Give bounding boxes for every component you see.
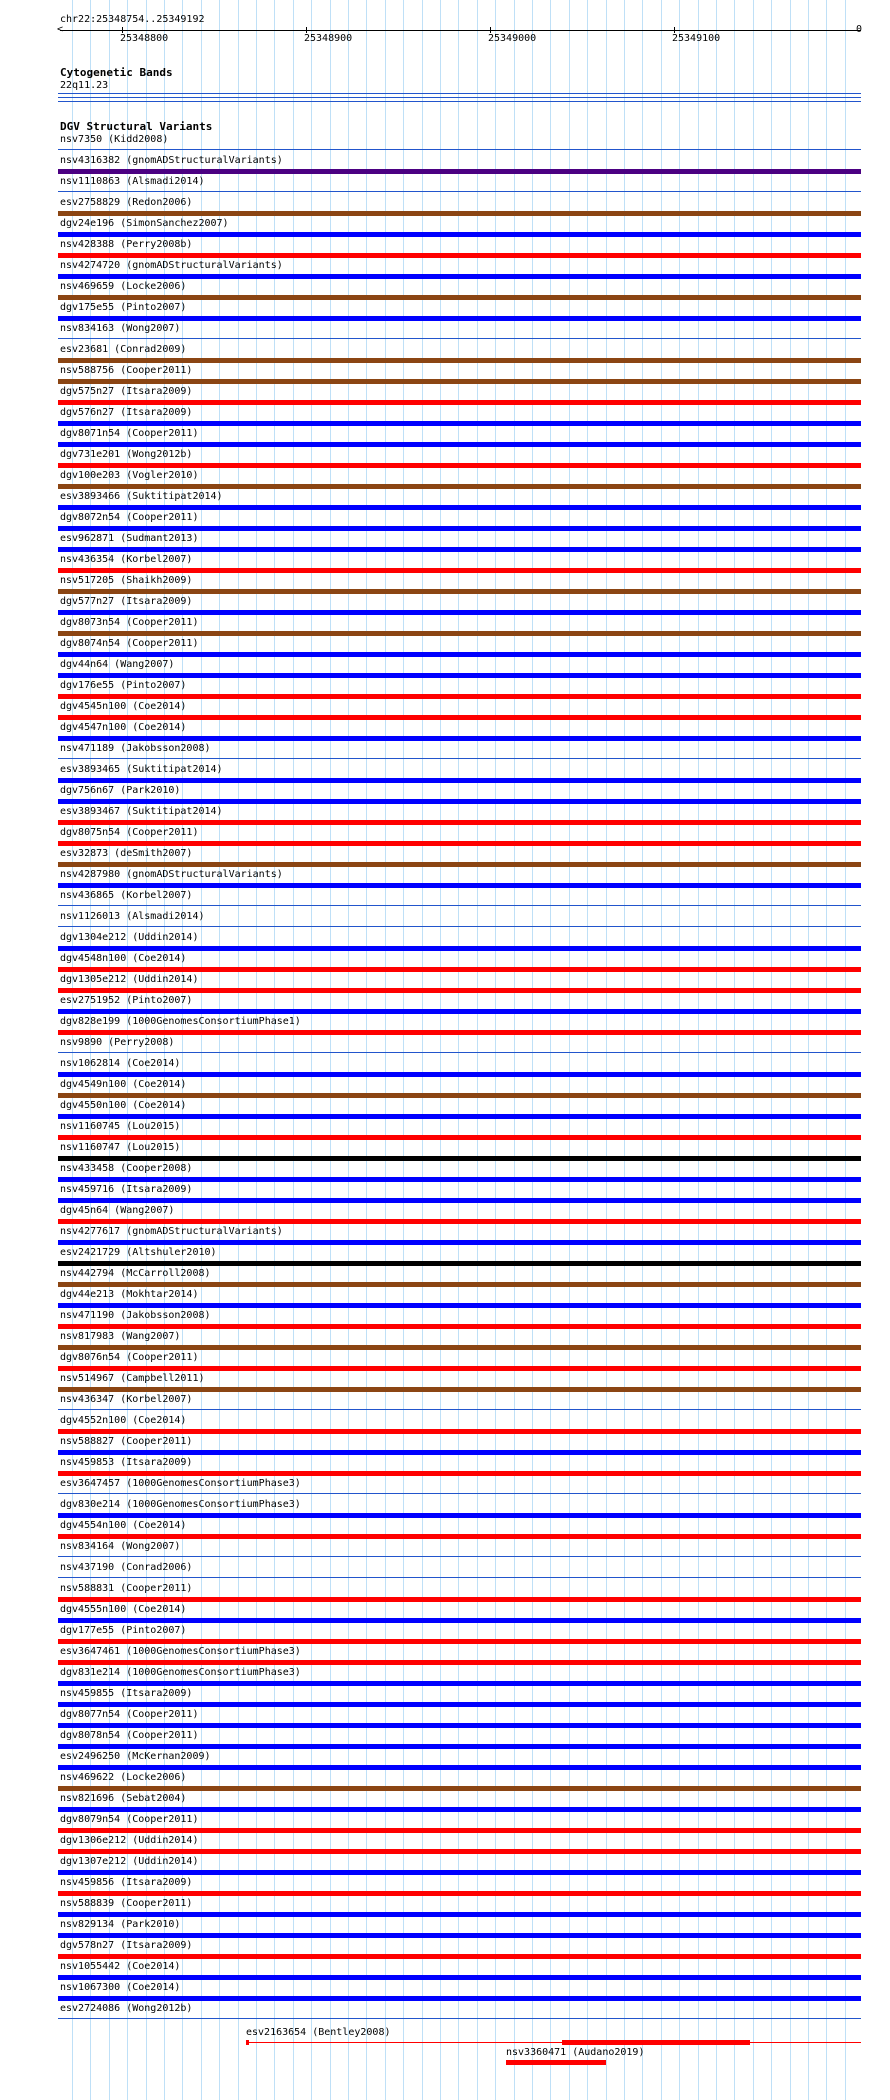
variant-row[interactable]: [0, 1730, 890, 1751]
variant-label[interactable]: dgv45n64 (Wang2007): [60, 1205, 175, 1216]
variant-row-line: [58, 926, 861, 927]
variant-bar-gain[interactable]: [58, 799, 861, 804]
variant-label[interactable]: nsv469622 (Locke2006): [60, 1772, 187, 1783]
variant-bar-gain[interactable]: [58, 1513, 861, 1518]
variant-bar-gain[interactable]: [58, 1009, 861, 1014]
variant-label[interactable]: dgv575n27 (Itsara2009): [60, 386, 193, 397]
variant-bar-loss[interactable]: [58, 1429, 861, 1434]
variant-label[interactable]: nsv471189 (Jakobsson2008): [60, 743, 211, 754]
variant-row[interactable]: [0, 1415, 890, 1436]
variant-bar-gain-loss[interactable]: [58, 379, 861, 384]
locus-label: chr22:25348754..25349192: [60, 14, 205, 25]
variant-bar-loss[interactable]: [58, 1891, 861, 1896]
variant-row[interactable]: [0, 1877, 890, 1898]
variant-label[interactable]: dgv828e199 (1000GenomesConsortiumPhase1): [60, 1016, 301, 1027]
variant-label[interactable]: nsv1055442 (Coe2014): [60, 1961, 181, 1972]
variant-bar-gain-loss[interactable]: [58, 484, 861, 489]
variant-row[interactable]: [0, 1247, 890, 1268]
variant-bar-gain[interactable]: [58, 547, 861, 552]
variant-bar-loss[interactable]: [58, 1219, 861, 1224]
variant-bar-loss[interactable]: [58, 841, 861, 846]
short-variant-bar[interactable]: [562, 2040, 750, 2045]
variant-label[interactable]: dgv8076n54 (Cooper2011): [60, 1352, 199, 1363]
variant-label[interactable]: esv2421729 (Altshuler2010): [60, 1247, 217, 1258]
variant-row[interactable]: [0, 470, 890, 491]
variant-row[interactable]: [0, 1457, 890, 1478]
short-variant-row[interactable]: [0, 2027, 890, 2047]
variant-row[interactable]: [0, 953, 890, 974]
variant-label[interactable]: nsv436865 (Korbel2007): [60, 890, 193, 901]
variant-row[interactable]: [0, 1310, 890, 1331]
variant-label[interactable]: nsv588831 (Cooper2011): [60, 1583, 193, 1594]
variant-row[interactable]: [0, 722, 890, 743]
variant-row[interactable]: [0, 512, 890, 533]
variant-bar-loss[interactable]: [58, 694, 861, 699]
variant-label[interactable]: esv23681 (Conrad2009): [60, 344, 187, 355]
variant-label[interactable]: dgv756n67 (Park2010): [60, 785, 181, 796]
variant-row[interactable]: [0, 869, 890, 890]
variant-row[interactable]: [0, 1331, 890, 1352]
variant-label[interactable]: nsv1110863 (Alsmadi2014): [60, 176, 205, 187]
variant-row[interactable]: [0, 302, 890, 323]
variant-row[interactable]: [0, 575, 890, 596]
variant-bar-complex[interactable]: [58, 1261, 861, 1266]
variant-bar-gain-loss[interactable]: [58, 1387, 861, 1392]
variant-row[interactable]: [0, 1478, 890, 1499]
variant-label[interactable]: dgv4550n100 (Coe2014): [60, 1100, 187, 1111]
variant-row[interactable]: [0, 617, 890, 638]
variant-bar-gain[interactable]: [58, 673, 861, 678]
variant-bar-gain-loss[interactable]: [58, 1786, 861, 1791]
variant-row[interactable]: [0, 1373, 890, 1394]
variant-row[interactable]: [0, 1940, 890, 1961]
variant-bar-gain-loss[interactable]: [58, 211, 861, 216]
variant-bar-loss[interactable]: [58, 820, 861, 825]
variant-row[interactable]: [0, 1961, 890, 1982]
variant-label[interactable]: nsv1160747 (Lou2015): [60, 1142, 181, 1153]
variant-row[interactable]: [0, 1772, 890, 1793]
variant-row[interactable]: [0, 1856, 890, 1877]
variant-row-line: [58, 1577, 861, 1578]
ruler-tick-mark: [674, 27, 675, 33]
variant-row[interactable]: [0, 239, 890, 260]
variant-row[interactable]: [0, 1919, 890, 1940]
variant-label[interactable]: dgv177e55 (Pinto2007): [60, 1625, 187, 1636]
variant-row[interactable]: [0, 638, 890, 659]
variant-row-line: [58, 1409, 861, 1410]
variant-label[interactable]: nsv459716 (Itsara2009): [60, 1184, 193, 1195]
variant-label[interactable]: dgv830e214 (1000GenomesConsortiumPhase3): [60, 1499, 301, 1510]
variant-row[interactable]: [0, 680, 890, 701]
variant-row-line: [58, 758, 861, 759]
variant-bar-loss[interactable]: [58, 1135, 861, 1140]
variant-label[interactable]: dgv731e201 (Wong2012b): [60, 449, 193, 460]
variant-label[interactable]: dgv44e213 (Mokhtar2014): [60, 1289, 199, 1300]
variant-row-line: [58, 905, 861, 906]
variant-row[interactable]: [0, 1898, 890, 1919]
ruler-axis: [60, 30, 861, 31]
variant-row[interactable]: [0, 1793, 890, 1814]
variant-row[interactable]: [0, 1016, 890, 1037]
variant-row[interactable]: [0, 281, 890, 302]
variant-row[interactable]: [0, 890, 890, 911]
variant-bar-gain[interactable]: [58, 1177, 861, 1182]
variant-label[interactable]: nsv4287980 (gnomADStructuralVariants): [60, 869, 283, 880]
variant-label[interactable]: dgv8073n54 (Cooper2011): [60, 617, 199, 628]
variant-bar-gain[interactable]: [58, 1303, 861, 1308]
variant-bar-gain[interactable]: [58, 1450, 861, 1455]
variant-label[interactable]: esv3647461 (1000GenomesConsortiumPhase3): [60, 1646, 301, 1657]
short-variant-bar[interactable]: [246, 2040, 249, 2045]
variant-bar-loss[interactable]: [58, 715, 861, 720]
dgv-track-title[interactable]: DGV Structural Variants: [60, 120, 213, 133]
variant-bar-loss[interactable]: [58, 253, 861, 258]
variant-row[interactable]: [0, 743, 890, 764]
variant-row[interactable]: [0, 1226, 890, 1247]
variant-label[interactable]: nsv469659 (Locke2006): [60, 281, 187, 292]
variant-row[interactable]: [0, 533, 890, 554]
variant-bar-gain[interactable]: [58, 1933, 861, 1938]
variant-row[interactable]: [0, 995, 890, 1016]
variant-label[interactable]: esv2751952 (Pinto2007): [60, 995, 193, 1006]
variant-label[interactable]: nsv433458 (Cooper2008): [60, 1163, 193, 1174]
variant-bar-gain[interactable]: [58, 1723, 861, 1728]
variant-label[interactable]: dgv4548n100 (Coe2014): [60, 953, 187, 964]
variant-bar-gain[interactable]: [58, 736, 861, 741]
variant-row[interactable]: [0, 932, 890, 953]
variant-bar-gain-loss[interactable]: [58, 1345, 861, 1350]
variant-row[interactable]: [0, 785, 890, 806]
variant-row[interactable]: [0, 449, 890, 470]
variant-row[interactable]: [0, 260, 890, 281]
variant-label[interactable]: dgv8072n54 (Cooper2011): [60, 512, 199, 523]
variant-label[interactable]: dgv100e203 (Vogler2010): [60, 470, 199, 481]
variant-row[interactable]: [0, 344, 890, 365]
variant-bar-gain[interactable]: [58, 778, 861, 783]
variant-bar-gain[interactable]: [58, 1618, 861, 1623]
variant-label[interactable]: esv962871 (Sudmant2013): [60, 533, 199, 544]
variant-label[interactable]: nsv588756 (Cooper2011): [60, 365, 193, 376]
variant-row[interactable]: [0, 701, 890, 722]
variant-row[interactable]: [0, 1688, 890, 1709]
variant-label[interactable]: dgv8079n54 (Cooper2011): [60, 1814, 199, 1825]
ruler-tick-mark: [122, 27, 123, 33]
variant-label[interactable]: esv3893466 (Suktitipat2014): [60, 491, 223, 502]
short-variant-row[interactable]: [0, 2047, 890, 2067]
variant-label[interactable]: dgv176e55 (Pinto2007): [60, 680, 187, 691]
variant-row[interactable]: [0, 1352, 890, 1373]
variant-bar-loss[interactable]: [58, 1828, 861, 1833]
variant-bar-gain-loss[interactable]: [58, 862, 861, 867]
variant-row[interactable]: [0, 155, 890, 176]
variant-row-line: [58, 191, 861, 192]
variant-bar-gain[interactable]: [58, 421, 861, 426]
variant-label[interactable]: nsv4274720 (gnomADStructuralVariants): [60, 260, 283, 271]
variant-bar-loss[interactable]: [58, 1324, 861, 1329]
variant-label[interactable]: dgv577n27 (Itsara2009): [60, 596, 193, 607]
variant-bar-loss[interactable]: [58, 1954, 861, 1959]
variant-bar-gain-loss[interactable]: [58, 1093, 861, 1098]
variant-label[interactable]: dgv4552n100 (Coe2014): [60, 1415, 187, 1426]
variant-row[interactable]: [0, 176, 890, 197]
variant-label[interactable]: esv3893465 (Suktitipat2014): [60, 764, 223, 775]
cytoband-track-divider-2: [58, 97, 861, 98]
variant-row[interactable]: [0, 659, 890, 680]
variant-label[interactable]: dgv4545n100 (Coe2014): [60, 701, 187, 712]
short-variant-line: [246, 2042, 861, 2043]
variant-label[interactable]: esv32873 (deSmith2007): [60, 848, 193, 859]
variant-row[interactable]: [0, 1436, 890, 1457]
variant-label[interactable]: dgv1304e212 (Uddin2014): [60, 932, 199, 943]
variant-bar-gain[interactable]: [58, 1072, 861, 1077]
variant-label[interactable]: nsv9890 (Perry2008): [60, 1037, 175, 1048]
variant-row[interactable]: [0, 1394, 890, 1415]
short-variant-label[interactable]: nsv3360471 (Audano2019): [506, 2047, 645, 2058]
variant-bar-gain[interactable]: [58, 946, 861, 951]
variant-row-line: [58, 149, 861, 150]
variant-label[interactable]: nsv1126013 (Alsmadi2014): [60, 911, 205, 922]
variant-label[interactable]: dgv831e214 (1000GenomesConsortiumPhase3): [60, 1667, 301, 1678]
variant-bar-gain[interactable]: [58, 1912, 861, 1917]
variant-label[interactable]: esv2758829 (Redon2006): [60, 197, 193, 208]
variant-label[interactable]: dgv576n27 (Itsara2009): [60, 407, 193, 418]
variant-label[interactable]: nsv4316382 (gnomADStructuralVariants): [60, 155, 283, 166]
variant-label[interactable]: dgv8074n54 (Cooper2011): [60, 638, 199, 649]
variant-bar-inversion[interactable]: [58, 169, 861, 174]
variant-bar-gain[interactable]: [58, 652, 861, 657]
variant-row[interactable]: [0, 827, 890, 848]
variant-row[interactable]: [0, 1835, 890, 1856]
short-variant-label[interactable]: esv2163654 (Bentley2008): [246, 2027, 391, 2038]
variant-bar-gain[interactable]: [58, 1198, 861, 1203]
variant-label[interactable]: nsv517205 (Shaikh2009): [60, 575, 193, 586]
variant-label[interactable]: dgv4549n100 (Coe2014): [60, 1079, 187, 1090]
variant-bar-gain-loss[interactable]: [58, 295, 861, 300]
variant-bar-complex[interactable]: [58, 1156, 861, 1161]
variant-bar-gain[interactable]: [58, 232, 861, 237]
variant-row[interactable]: [0, 1079, 890, 1100]
variant-row[interactable]: [0, 1604, 890, 1625]
variant-label[interactable]: nsv1067300 (Coe2014): [60, 1982, 181, 1993]
variant-label[interactable]: nsv442794 (McCarroll2008): [60, 1268, 211, 1279]
variant-label[interactable]: dgv8075n54 (Cooper2011): [60, 827, 199, 838]
variant-row[interactable]: [0, 1625, 890, 1646]
variant-row[interactable]: [0, 1562, 890, 1583]
variant-label[interactable]: nsv7350 (Kidd2008): [60, 134, 169, 145]
cytoband-track-divider-3: [58, 101, 861, 102]
variant-row[interactable]: [0, 134, 890, 155]
variant-row[interactable]: [0, 1205, 890, 1226]
variant-bar-gain[interactable]: [58, 442, 861, 447]
variant-row[interactable]: [0, 197, 890, 218]
variant-bar-gain[interactable]: [58, 274, 861, 279]
variant-row[interactable]: [0, 1667, 890, 1688]
variant-label[interactable]: nsv514967 (Campbell2011): [60, 1373, 205, 1384]
variant-row[interactable]: [0, 491, 890, 512]
variant-row[interactable]: [0, 365, 890, 386]
variant-label[interactable]: nsv459856 (Itsara2009): [60, 1877, 193, 1888]
variant-label[interactable]: nsv1160745 (Lou2015): [60, 1121, 181, 1132]
cytoband-track-divider: [58, 93, 861, 94]
variant-bar-gain[interactable]: [58, 316, 861, 321]
variant-bar-gain[interactable]: [58, 1975, 861, 1980]
variant-row[interactable]: [0, 1184, 890, 1205]
variant-label[interactable]: dgv8078n54 (Cooper2011): [60, 1730, 199, 1741]
variant-label[interactable]: dgv4547n100 (Coe2014): [60, 722, 187, 733]
variant-label[interactable]: nsv817983 (Wang2007): [60, 1331, 181, 1342]
variant-row[interactable]: [0, 1814, 890, 1835]
variant-label[interactable]: nsv437190 (Conrad2006): [60, 1562, 193, 1573]
variant-label[interactable]: nsv459855 (Itsara2009): [60, 1688, 193, 1699]
variant-label[interactable]: nsv428388 (Perry2008b): [60, 239, 193, 250]
variant-row[interactable]: [0, 1646, 890, 1667]
variant-bar-gain[interactable]: [58, 610, 861, 615]
variant-bar-gain[interactable]: [58, 1702, 861, 1707]
variant-row[interactable]: [0, 428, 890, 449]
variant-label[interactable]: nsv471190 (Jakobsson2008): [60, 1310, 211, 1321]
variant-row[interactable]: [0, 1289, 890, 1310]
variant-row[interactable]: [0, 596, 890, 617]
variant-label[interactable]: dgv578n27 (Itsara2009): [60, 1940, 193, 1951]
variant-row-line: [58, 338, 861, 339]
variant-bar-loss[interactable]: [58, 1597, 861, 1602]
variant-row[interactable]: [0, 974, 890, 995]
variant-bar-gain[interactable]: [58, 1807, 861, 1812]
variant-bar-gain[interactable]: [58, 1744, 861, 1749]
variant-bar-gain-loss[interactable]: [58, 358, 861, 363]
variant-label[interactable]: esv2496250 (McKernan2009): [60, 1751, 211, 1762]
variant-row[interactable]: [0, 1541, 890, 1562]
variant-label[interactable]: nsv436354 (Korbel2007): [60, 554, 193, 565]
variant-label[interactable]: dgv4555n100 (Coe2014): [60, 1604, 187, 1615]
ruler-tick-label: 25349000: [488, 33, 537, 44]
variant-label[interactable]: nsv834163 (Wong2007): [60, 323, 181, 334]
variant-row[interactable]: [0, 218, 890, 239]
variant-bar-gain[interactable]: [58, 1681, 861, 1686]
variant-label[interactable]: dgv1307e212 (Uddin2014): [60, 1856, 199, 1867]
cytoband-label: 22q11.23: [60, 80, 109, 91]
variant-bar-gain-loss[interactable]: [58, 631, 861, 636]
variant-label[interactable]: nsv436347 (Korbel2007): [60, 1394, 193, 1405]
variant-row[interactable]: [0, 1982, 890, 2003]
variant-label[interactable]: dgv8077n54 (Cooper2011): [60, 1709, 199, 1720]
variant-label[interactable]: nsv588839 (Cooper2011): [60, 1898, 193, 1909]
variant-label[interactable]: dgv1306e212 (Uddin2014): [60, 1835, 199, 1846]
variant-label[interactable]: dgv1305e212 (Uddin2014): [60, 974, 199, 985]
variant-row[interactable]: [0, 407, 890, 428]
variant-row[interactable]: [0, 1499, 890, 1520]
variant-row[interactable]: [0, 386, 890, 407]
variant-label[interactable]: nsv4277617 (gnomADStructuralVariants): [60, 1226, 283, 1237]
variant-bar-gain[interactable]: [58, 883, 861, 888]
variant-row[interactable]: [0, 1100, 890, 1121]
variant-label[interactable]: dgv44n64 (Wang2007): [60, 659, 175, 670]
variant-label[interactable]: nsv588827 (Cooper2011): [60, 1436, 193, 1447]
cytoband-track-title[interactable]: Cytogenetic Bands: [60, 66, 173, 79]
variant-row[interactable]: [0, 323, 890, 344]
variant-label[interactable]: dgv8071n54 (Cooper2011): [60, 428, 199, 439]
variant-row[interactable]: [0, 1037, 890, 1058]
variant-bar-gain[interactable]: [58, 1765, 861, 1770]
variant-bar-gain[interactable]: [58, 1996, 861, 2001]
variant-label[interactable]: dgv24e196 (SimonSanchez2007): [60, 218, 229, 229]
variant-bar-loss[interactable]: [58, 1660, 861, 1665]
variant-bar-loss[interactable]: [58, 1471, 861, 1476]
variant-bar-loss[interactable]: [58, 1534, 861, 1539]
variant-bar-loss[interactable]: [58, 967, 861, 972]
variant-row-line: [58, 1556, 861, 1557]
variant-label[interactable]: nsv459853 (Itsara2009): [60, 1457, 193, 1468]
short-variant-bar[interactable]: [506, 2060, 606, 2065]
variant-label[interactable]: nsv829134 (Park2010): [60, 1919, 181, 1930]
variant-label[interactable]: nsv834164 (Wong2007): [60, 1541, 181, 1552]
variant-row-line: [58, 1493, 861, 1494]
variant-row[interactable]: [0, 1163, 890, 1184]
variant-label[interactable]: nsv821696 (Sebat2004): [60, 1793, 187, 1804]
variant-bar-loss[interactable]: [58, 1639, 861, 1644]
variant-row[interactable]: [0, 1751, 890, 1772]
variant-row[interactable]: [0, 806, 890, 827]
variant-label[interactable]: esv3647457 (1000GenomesConsortiumPhase3): [60, 1478, 301, 1489]
ruler-tick-mark: [490, 27, 491, 33]
variant-row[interactable]: [0, 764, 890, 785]
variant-row[interactable]: [0, 1709, 890, 1730]
variant-bar-loss[interactable]: [58, 1366, 861, 1371]
variant-bar-loss[interactable]: [58, 1030, 861, 1035]
variant-label[interactable]: nsv1062814 (Coe2014): [60, 1058, 181, 1069]
variant-bar-loss[interactable]: [58, 1849, 861, 1854]
variant-row[interactable]: [0, 1268, 890, 1289]
variant-bar-gain[interactable]: [58, 1114, 861, 1119]
variant-label[interactable]: esv2724086 (Wong2012b): [60, 2003, 193, 2014]
variant-bar-gain[interactable]: [58, 526, 861, 531]
variant-row[interactable]: [0, 1142, 890, 1163]
variant-row-line: [58, 1052, 861, 1053]
ruler-tick-label: 25348800: [120, 33, 169, 44]
ruler-tick-mark: [306, 27, 307, 33]
variant-bar-gain-loss[interactable]: [58, 1282, 861, 1287]
variant-bar-gain-loss[interactable]: [58, 589, 861, 594]
variant-bar-loss[interactable]: [58, 988, 861, 993]
variant-row[interactable]: [0, 848, 890, 869]
variant-row[interactable]: [0, 1121, 890, 1142]
variant-label[interactable]: dgv4554n100 (Coe2014): [60, 1520, 187, 1531]
variant-bar-gain[interactable]: [58, 1870, 861, 1875]
variant-row[interactable]: [0, 1520, 890, 1541]
ruler-tick-label: 25349100: [672, 33, 721, 44]
variant-row[interactable]: [0, 911, 890, 932]
ruler-right-marker: 0: [856, 24, 863, 35]
ruler-left-arrow: <: [57, 24, 64, 35]
variant-bar-gain[interactable]: [58, 1240, 861, 1245]
variant-bar-loss[interactable]: [58, 463, 861, 468]
variant-row[interactable]: [0, 1583, 890, 1604]
ruler-tick-label: 25348900: [304, 33, 353, 44]
variant-row[interactable]: [0, 1058, 890, 1079]
variant-row-line: [58, 2018, 861, 2019]
variant-row[interactable]: [0, 554, 890, 575]
variant-bar-loss[interactable]: [58, 568, 861, 573]
variant-bar-loss[interactable]: [58, 400, 861, 405]
variant-row[interactable]: [0, 2003, 890, 2024]
variant-label[interactable]: dgv175e55 (Pinto2007): [60, 302, 187, 313]
variant-label[interactable]: esv3893467 (Suktitipat2014): [60, 806, 223, 817]
variant-bar-gain[interactable]: [58, 505, 861, 510]
